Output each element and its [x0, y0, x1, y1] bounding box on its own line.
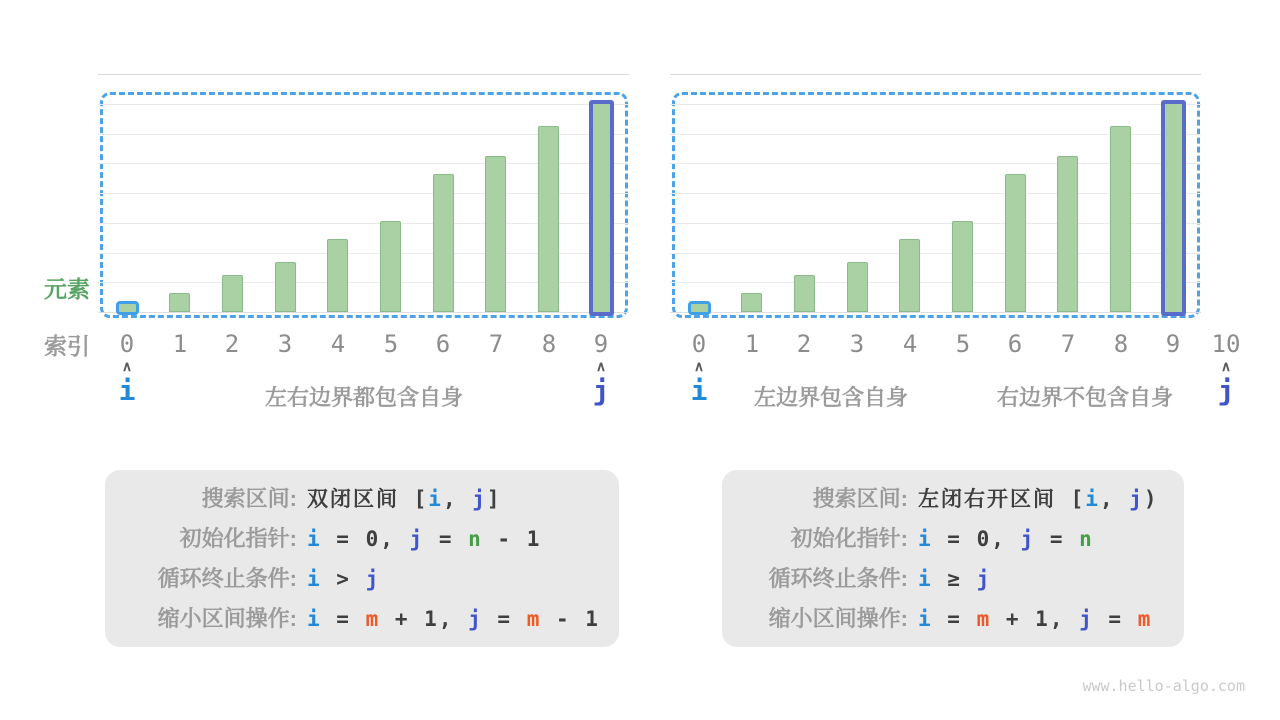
row-value — [307, 519, 541, 559]
code-token: i — [918, 607, 933, 631]
row-value — [307, 599, 600, 639]
row-label: 搜索区间: — [201, 486, 297, 511]
code-token: 双闭区间 [ — [307, 487, 429, 511]
y-axis-label-element: 元素 — [44, 276, 90, 302]
index-label: 9 — [1165, 330, 1181, 358]
index-label: 1 — [172, 330, 188, 358]
code-token: i — [918, 527, 933, 551]
code-token: = 0, — [932, 527, 1021, 551]
bar — [169, 293, 190, 312]
row-label: 初始化指针: — [179, 526, 297, 551]
code-token: m — [365, 607, 381, 631]
code-token: > — [321, 567, 366, 591]
bar-start-pointer — [688, 301, 711, 315]
index-label: 2 — [796, 330, 812, 358]
row-value — [918, 599, 1152, 639]
code-token: ) — [1143, 487, 1159, 511]
index-label: 4 — [330, 330, 346, 358]
code-token: = — [932, 607, 977, 631]
summary-row — [722, 479, 1184, 519]
summary-row — [105, 599, 619, 639]
index-label: 8 — [1113, 330, 1129, 358]
summary-box-half-open-interval — [722, 470, 1184, 647]
up-arrow-icon: ∧ — [693, 358, 705, 374]
code-token: + 1, — [380, 607, 469, 631]
bar — [327, 239, 348, 312]
index-label: 5 — [383, 330, 399, 358]
code-token: = — [1093, 607, 1138, 631]
index-label: 0 — [119, 330, 135, 358]
gridline — [670, 74, 1201, 75]
bar — [222, 275, 243, 312]
index-label: 1 — [744, 330, 760, 358]
summary-box-closed-interval — [105, 470, 619, 647]
code-token: j — [1020, 527, 1036, 551]
x-axis-label-index: 索引 — [44, 333, 90, 359]
index-label: 6 — [435, 330, 451, 358]
code-token: m — [1137, 607, 1153, 631]
index-label: 8 — [541, 330, 557, 358]
index-label: 7 — [1060, 330, 1076, 358]
code-token: = 0, — [321, 527, 410, 551]
code-token: = — [482, 607, 527, 631]
annotation-both-closed: 左右边界都包含自身 — [264, 385, 463, 410]
index-label: 6 — [1007, 330, 1023, 358]
up-arrow-icon: ∧ — [1220, 358, 1232, 374]
index-label: 5 — [955, 330, 971, 358]
code-token: 左闭右开区间 [ — [918, 487, 1086, 511]
row-value — [918, 519, 1094, 559]
index-label: 4 — [902, 330, 918, 358]
code-token: ≥ — [932, 567, 977, 591]
code-token: - 1 — [482, 527, 542, 551]
bar — [485, 156, 506, 312]
gridline — [98, 104, 629, 105]
bar-end-pointer — [1161, 100, 1186, 316]
code-token: , — [1099, 487, 1130, 511]
bar — [380, 221, 401, 312]
watermark: www.hello-algo.com — [1082, 677, 1245, 695]
code-token: = — [1035, 527, 1080, 551]
pointer-j-left: j — [592, 374, 610, 407]
bar-end-pointer — [589, 100, 614, 316]
summary-row — [722, 559, 1184, 599]
bar — [847, 262, 868, 312]
row-label: 初始化指针: — [790, 526, 908, 551]
code-token: n — [468, 527, 483, 551]
code-token: i — [1085, 487, 1100, 511]
summary-row — [105, 519, 619, 559]
bar — [952, 221, 973, 312]
summary-row — [105, 479, 619, 519]
gridline — [670, 104, 1201, 105]
bar — [794, 275, 815, 312]
code-token: , — [442, 487, 473, 511]
code-token: m — [976, 607, 992, 631]
code-token: j — [365, 567, 381, 591]
code-token: + 1, — [991, 607, 1080, 631]
row-label: 缩小区间操作: — [157, 606, 297, 631]
code-token: i — [428, 487, 443, 511]
code-token: m — [526, 607, 542, 631]
pointer-j-right: j — [1217, 374, 1235, 407]
row-label: 缩小区间操作: — [768, 606, 908, 631]
index-label: 3 — [849, 330, 865, 358]
index-label: 7 — [488, 330, 504, 358]
row-value — [918, 559, 991, 599]
bar — [741, 293, 762, 312]
code-token: i — [307, 567, 322, 591]
row-label: 循环终止条件: — [768, 566, 908, 591]
code-token: i — [307, 527, 322, 551]
bar — [1005, 174, 1026, 312]
summary-row — [722, 519, 1184, 559]
up-arrow-icon: ∧ — [595, 358, 607, 374]
up-arrow-icon: ∧ — [121, 358, 133, 374]
code-token: = — [321, 607, 366, 631]
bar — [538, 126, 559, 312]
code-token: j — [409, 527, 425, 551]
code-token: j — [1079, 607, 1094, 631]
row-value — [307, 479, 502, 519]
pointer-i-left: i — [118, 374, 136, 407]
code-token: j — [976, 567, 992, 591]
annotation-left-closed: 左边界包含自身 — [753, 385, 908, 410]
index-label: 3 — [277, 330, 293, 358]
row-value — [918, 479, 1159, 519]
code-token: = — [424, 527, 469, 551]
index-label: 0 — [691, 330, 707, 358]
index-label: 9 — [593, 330, 609, 358]
bar — [1110, 126, 1131, 312]
code-token: j — [472, 487, 487, 511]
gridline — [98, 74, 629, 75]
code-token: j — [1129, 487, 1144, 511]
code-token: i — [307, 607, 322, 631]
code-token: ] — [486, 487, 502, 511]
pointer-i-right: i — [690, 374, 708, 407]
code-token: i — [918, 567, 933, 591]
code-token: - 1 — [541, 607, 600, 631]
summary-row — [105, 559, 619, 599]
code-token: j — [468, 607, 483, 631]
annotation-right-open: 右边界不包含自身 — [996, 385, 1173, 410]
row-value — [307, 559, 380, 599]
gridline — [670, 312, 1201, 313]
code-token: n — [1079, 527, 1094, 551]
row-label: 搜索区间: — [812, 486, 908, 511]
bar — [433, 174, 454, 312]
bar-start-pointer — [116, 301, 139, 315]
index-label: 10 — [1211, 330, 1241, 358]
bar — [275, 262, 296, 312]
row-label: 循环终止条件: — [157, 566, 297, 591]
summary-row — [722, 599, 1184, 639]
gridline — [98, 312, 629, 313]
bar — [899, 239, 920, 312]
bar — [1057, 156, 1078, 312]
index-label: 2 — [224, 330, 240, 358]
